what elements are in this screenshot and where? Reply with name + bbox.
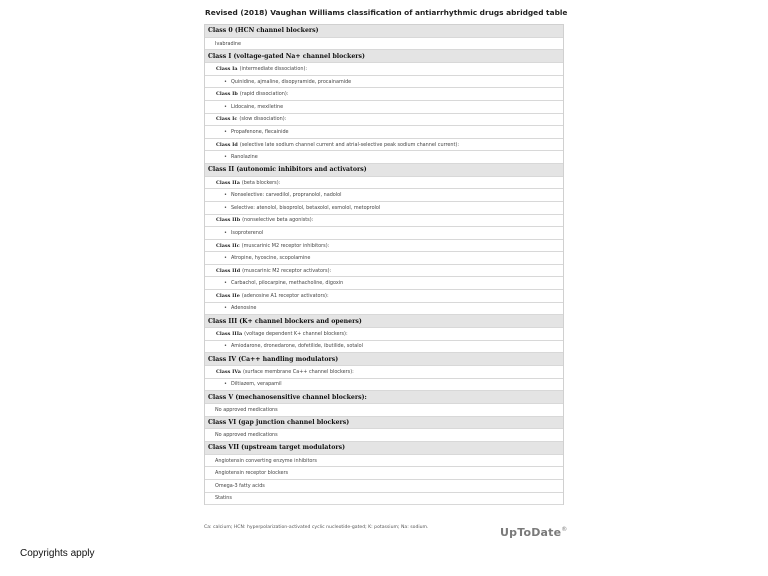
class-1d-desc: (selective late sodium channel current and atrial-selective peak sodium channel current): [239, 141, 459, 148]
class-2d-row [205, 265, 563, 278]
class-2d-label: Class IId [216, 267, 241, 274]
class-1b-drugs: • Lidocaine, mexiletine [205, 101, 563, 114]
class-3a-row [205, 328, 563, 341]
class-7-item: Angiotensin converting enzyme inhibitors [205, 455, 563, 468]
class-0-drug: Ivabradine [205, 38, 563, 51]
class-4a-row [205, 366, 563, 379]
class-1b-label: Class Ib [216, 91, 238, 98]
class-2a-label: Class IIa [216, 179, 240, 186]
class-5-note: No approved medications [205, 404, 563, 417]
abbreviations-footnote: Ca: calcium; HCN: hyperpolarization-activated cyclic nucleotide-gated; K: potassium; Na: sodium. [204, 525, 429, 530]
class-0-header: Class 0 (HCN channel blockers) [205, 25, 563, 38]
class-1c-row [205, 114, 563, 127]
class-2a-desc: (beta blockers): [241, 179, 281, 186]
class-2e-label: Class IIe [216, 292, 240, 299]
class-6-header: Class VI (gap junction channel blockers) [205, 417, 563, 430]
class-2c-drugs: • Atropine, hyoscine, scopolamine [205, 252, 563, 265]
class-6-note: No approved medications [205, 429, 563, 442]
class-1a-drugs: • Quinidine, ajmaline, disopyramide, procainamide [205, 76, 563, 89]
class-1c-desc: (slow dissociation): [239, 116, 287, 123]
class-7-header: Class VII (upstream target modulators) [205, 442, 563, 455]
class-2e-row [205, 290, 563, 303]
registered-mark: ® [561, 526, 568, 533]
copyright-notice: Copyrights apply [20, 548, 95, 559]
class-2a-row [205, 177, 563, 190]
class-4a-drugs: • Diltiazem, verapamil [205, 379, 563, 392]
class-2b-row [205, 215, 563, 228]
class-1-header: Class I (voltage-gated Na+ channel blockers) [205, 50, 563, 63]
class-2-header: Class II (autonomic inhibitors and activators) [205, 164, 563, 177]
class-2d-desc: (muscarinic M2 receptor activators): [242, 267, 332, 274]
class-2c-row [205, 240, 563, 253]
class-2b-drugs: • Isoproterenol [205, 227, 563, 240]
class-7-item: Angiotensin receptor blockers [205, 467, 563, 480]
class-4-header: Class IV (Ca++ handling modulators) [205, 353, 563, 366]
classification-table [204, 24, 564, 505]
class-7-item: Omega-3 fatty acids [205, 480, 563, 493]
class-1b-row [205, 88, 563, 101]
class-1c-label: Class Ic [216, 116, 238, 123]
class-3a-desc: (voltage dependent K+ channel blockers): [244, 330, 348, 337]
uptodate-logo [500, 526, 567, 539]
class-3a-drugs: • Amiodarone, dronedarone, dofetilide, ibutilide, sotalol [205, 341, 563, 354]
class-1a-desc: (intermediate dissociation): [239, 65, 308, 72]
logo-text: UpToDate [500, 526, 562, 539]
class-2b-label: Class IIb [216, 217, 241, 224]
class-2c-desc: (muscarinic M2 receptor inhibitors): [241, 242, 330, 249]
table-title: Revised (2018) Vaughan Williams classification of antiarrhythmic drugs abridged table [205, 8, 568, 17]
class-1d-label: Class Id [216, 141, 238, 148]
class-2b-desc: (nonselective beta agonists): [242, 217, 314, 224]
class-1a-label: Class Ia [216, 65, 238, 72]
class-2a-drugs-selective: • Selective: atenolol, bisoprolol, betaxolol, esmolol, metoprolol [205, 202, 563, 215]
class-1d-drugs: • Ranolazine [205, 151, 563, 164]
class-2e-desc: (adenosine A1 receptor activators): [241, 292, 329, 299]
class-1a-row [205, 63, 563, 76]
class-4a-label: Class IVa [216, 368, 241, 375]
class-1d-row [205, 139, 563, 152]
class-3a-label: Class IIIa [216, 330, 243, 337]
class-4a-desc: (surface membrane Ca++ channel blockers): [242, 368, 354, 375]
class-7-item: Statins [205, 493, 563, 506]
class-2e-drugs: • Adenosine [205, 303, 563, 316]
class-1c-drugs: • Propafenone, flecainide [205, 126, 563, 139]
class-3-header: Class III (K+ channel blockers and openers) [205, 315, 563, 328]
class-2d-drugs: • Carbachol, pilocarpine, methacholine, digoxin [205, 277, 563, 290]
class-1b-desc: (rapid dissociation): [239, 91, 289, 98]
class-5-header: Class V (mechanosensitive channel blockers): [205, 391, 563, 404]
class-2a-drugs-nonselective: • Nonselective: carvedilol, propranolol, nadolol [205, 189, 563, 202]
class-2c-label: Class IIc [216, 242, 240, 249]
